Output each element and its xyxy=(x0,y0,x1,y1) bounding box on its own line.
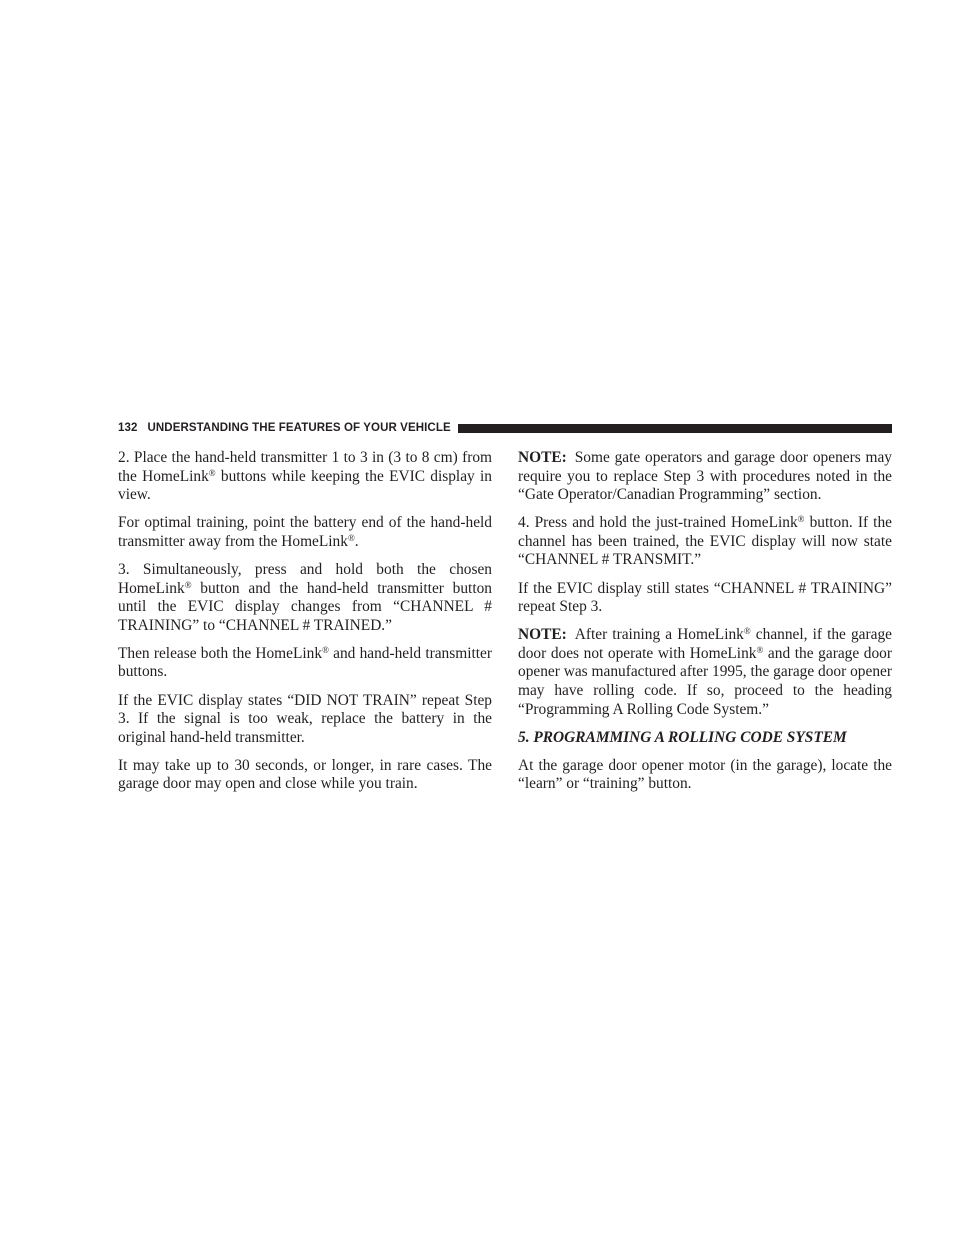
registered-mark: ® xyxy=(208,467,216,478)
chapter-title: UNDERSTANDING THE FEATURES OF YOUR VEHICLE xyxy=(147,422,451,434)
step-2-paragraph: 2. Place the hand-held transmitter 1 to 3 in (3 to 8 cm) from the HomeLink® buttons while keeping the EVIC display in view. xyxy=(118,449,492,504)
step-4-paragraph: 4. Press and hold the just-trained HomeLink® button. If the channel has been trained, the EVIC display will now state “CHANNEL # TRANSMIT.” xyxy=(518,514,892,569)
note-gate-operators: NOTE: Some gate operators and garage door openers may require you to replace Step 3 with procedures noted in the “Gate Operator/Canadian Programming” section. xyxy=(518,449,892,504)
header-rule xyxy=(458,424,892,433)
note-label: NOTE: xyxy=(518,626,567,644)
registered-mark: ® xyxy=(743,626,751,637)
left-column xyxy=(118,449,492,804)
header-text xyxy=(118,422,458,434)
still-training-paragraph: If the EVIC display still states “CHANNEL # TRAINING” repeat Step 3. xyxy=(518,579,892,616)
registered-mark: ® xyxy=(347,532,355,543)
registered-mark: ® xyxy=(756,644,764,655)
registered-mark: ® xyxy=(322,644,329,655)
timing-paragraph: It may take up to 30 seconds, or longer, in rare cases. The garage door may open and close while you train. xyxy=(118,756,492,793)
registered-mark: ® xyxy=(184,579,192,590)
training-tip-paragraph: For optimal training, point the battery end of the hand-held transmitter away from the HomeLink®. xyxy=(118,514,492,550)
learn-button-paragraph: At the garage door opener motor (in the garage), locate the “learn” or “training” button. xyxy=(518,756,892,793)
section-heading: 5. PROGRAMMING A ROLLING CODE SYSTEM xyxy=(518,728,847,746)
page-header xyxy=(118,419,892,437)
registered-mark: ® xyxy=(797,514,805,525)
page-number: 132 xyxy=(118,422,138,434)
release-paragraph: Then release both the HomeLink® and hand-held transmitter buttons. xyxy=(118,644,492,681)
note-label: NOTE: xyxy=(518,449,567,466)
note-rolling-code: NOTE: After training a HomeLink® channel, if the garage door does not operate with HomeLink® and the garage door opener was manufactured after 1995, the garage door opener may have rolling code. If so, proceed to the heading “Programming A Rolling Code System.” xyxy=(518,626,892,718)
right-column xyxy=(518,449,892,804)
step-3-paragraph: 3. Simultaneously, press and hold both the chosen HomeLink® button and the hand-held transmitter button until the EVIC display changes from “CHANNEL # TRAINING” to “CHANNEL # TRAINED.” xyxy=(118,560,492,634)
did-not-train-paragraph: If the EVIC display states “DID NOT TRAIN” repeat Step 3. If the signal is too weak, replace the battery in the original hand-held transmitter. xyxy=(118,691,492,746)
